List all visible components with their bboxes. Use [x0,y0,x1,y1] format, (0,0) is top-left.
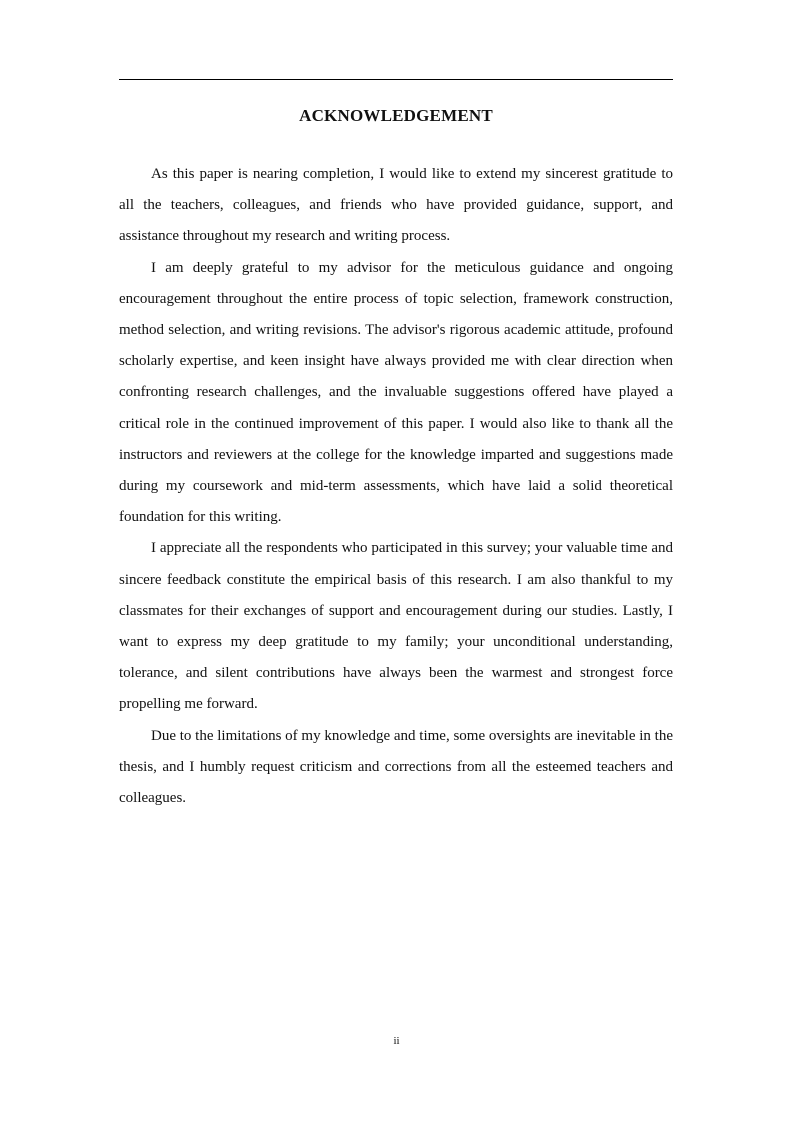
paragraph-advisor-thanks: I am deeply grateful to my advisor for the meticulous guidance and ongoing encouragement throughout the entire process of topic selection, framework construction, method selection, and writing revisions. The advisor's rigorous academic attitude, profound scholarly expertise, and keen insight have always provided me with clear direction when confronting research challenges, and the invaluable suggestions offered have played a critical role in the continued improvement of this paper. I would also like to thank all the instructors and reviewers at the college for the knowledge imparted and suggestions made during my coursework and mid-term assessments, which have laid a solid theoretical foundation for this writing. [119,259,673,526]
paragraph-respondents-family-thanks: I appreciate all the respondents who participated in this survey; your valuable time and sincere feedback constitute the empirical basis of this research. I am also thankful to my classmates for their exchanges of support and encouragement during our studies. Lastly, I want to express my deep gratitude to my family; your unconditional understanding, tolerance, and silent contributions have always been the warmest and strongest force propelling me forward. [119,540,673,713]
paragraph-limitations-note: Due to the limitations of my knowledge and time, some oversights are inevitable in the thesis, and I humbly request criticism and corrections from all the esteemed teachers and colleagues. [119,727,673,807]
page-title: ACKNOWLEDGEMENT [299,106,493,125]
page-number: ii [393,1035,400,1047]
header-rule [119,79,673,80]
acknowledgement-body [119,159,673,814]
paragraph-gratitude-intro: As this paper is nearing completion, I would like to extend my sincerest gratitude to all the teachers, colleagues, and friends who have provided guidance, support, and assistance throughout my research and writing process. [119,166,673,245]
